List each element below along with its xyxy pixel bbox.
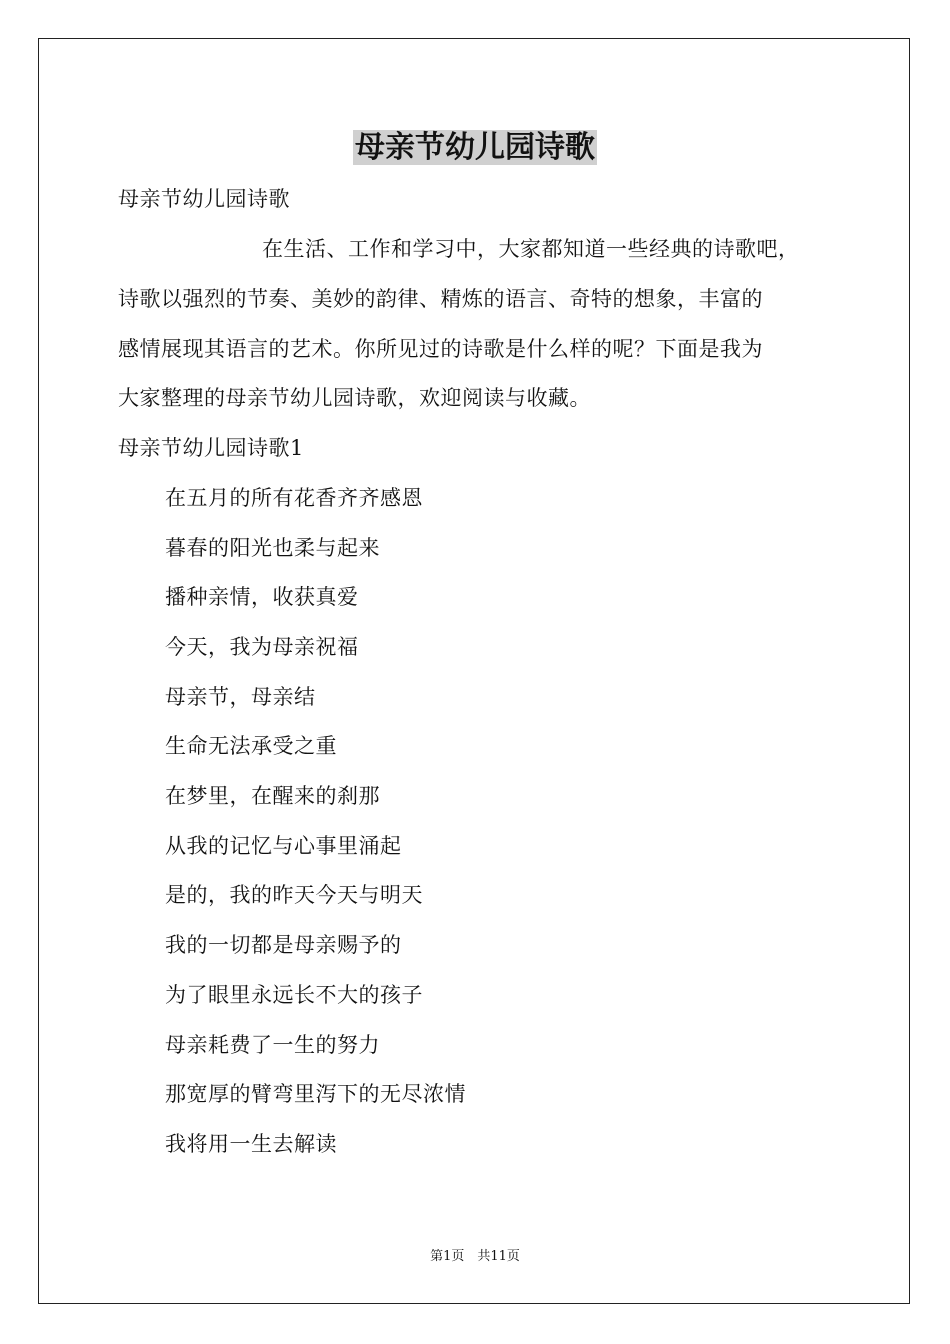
poem-line: 我的一切都是母亲赐予的: [165, 933, 402, 957]
intro-line-4: 大家整理的母亲节幼儿园诗歌，欢迎阅读与收藏。: [118, 386, 591, 410]
section-heading: 母亲节幼儿园诗歌1: [118, 436, 304, 460]
poem-line: 母亲耗费了一生的努力: [165, 1033, 380, 1057]
poem-line: 暮春的阳光也柔与起来: [165, 536, 380, 560]
poem-line: 在梦里，在醒来的刹那: [165, 784, 380, 808]
poem-line: 是的，我的昨天今天与明天: [165, 883, 423, 907]
document-title-text: 母亲节幼儿园诗歌: [355, 130, 595, 165]
poem-line: 我将用一生去解读: [165, 1132, 337, 1156]
poem-line: 母亲节，母亲结: [165, 685, 316, 709]
intro-line-2: 诗歌以强烈的节奏、美妙的韵律、精炼的语言、奇特的想象，丰富的: [118, 287, 763, 311]
poem-line: 在五月的所有花香齐齐感恩: [165, 486, 423, 510]
poem-line: 今天，我为母亲祝福: [165, 635, 359, 659]
intro-line-3: 感情展现其语言的艺术。你所见过的诗歌是什么样的呢？下面是我为: [118, 337, 763, 361]
poem-line: 为了眼里永远长不大的孩子: [165, 983, 423, 1007]
poem-line: 播种亲情，收获真爱: [165, 585, 359, 609]
poem-line: 从我的记忆与心事里涌起: [165, 834, 402, 858]
document-subtitle: 母亲节幼儿园诗歌: [118, 187, 290, 211]
document-title: [0, 128, 950, 168]
page-border: [38, 38, 910, 1304]
poem-line: 生命无法承受之重: [165, 734, 337, 758]
page-number-footer: 第1页 共11页: [430, 1249, 520, 1264]
poem-line: 那宽厚的臂弯里泻下的无尽浓情: [165, 1082, 466, 1106]
intro-line-1: 在生活、工作和学习中，大家都知道一些经典的诗歌吧，: [262, 237, 800, 261]
